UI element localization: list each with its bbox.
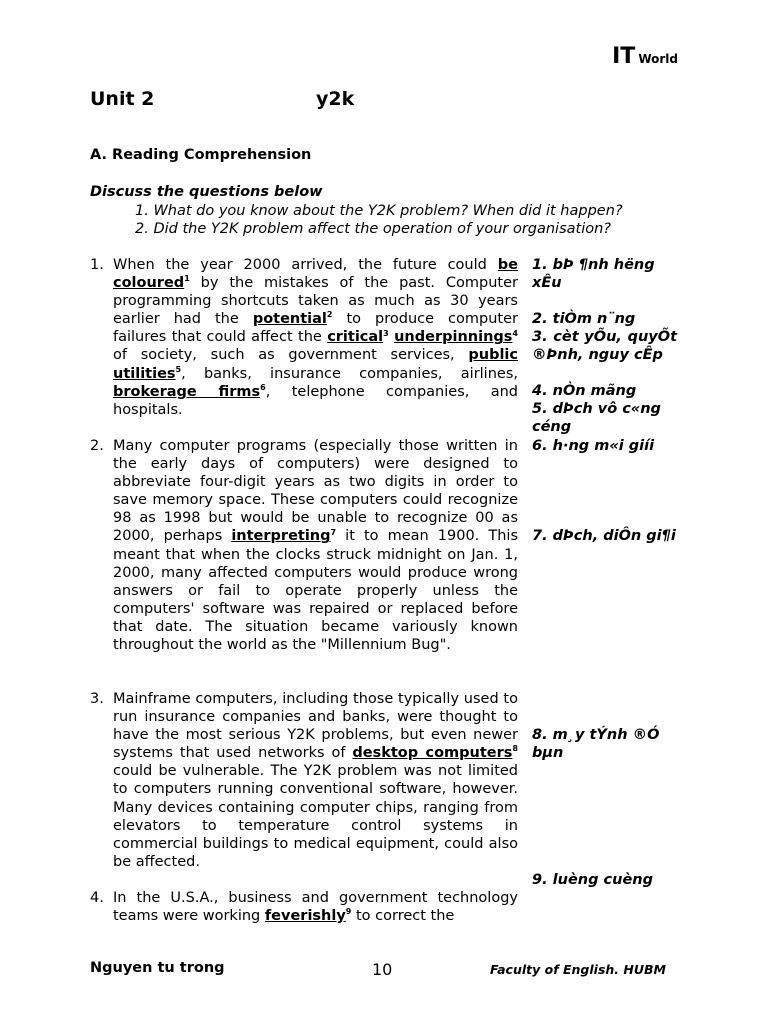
vocab-keyword: be coloured$^1$: [113, 257, 518, 292]
glossary-item-7: 7. dÞch, diÔn gi¶i: [532, 528, 676, 544]
paragraph-number: 4.: [90, 890, 104, 906]
discussion-block: [90, 183, 690, 239]
vocab-keyword: feverishly$^9$: [264, 907, 352, 925]
paragraph-text: Many computer programs (especially those written in the early days of computers) were designed to abbreviate four-digit years as two digits in order to save memory space. These computers could recognize 98 as 1998 but would be unable to recognize 00 as 2000, perhaps interpreting$^7$ it to mean 1900. This meant that when the clocks struck midnight on Jan. 1, 2000, many affected computers would produce wrong answers or fail to operate properly unless the computers' software was repaired or replaced before that date. The situation became variously known throughout the world as the "Millennium Bug".: [113, 438, 518, 654]
discussion-questions: [90, 202, 690, 239]
page-number: 10: [372, 960, 393, 979]
footer-author: Nguyen tu trong: [90, 960, 225, 976]
unit-topic: y2k: [316, 88, 355, 110]
section-title: A. Reading Comprehension: [90, 147, 312, 163]
paragraph-1: [90, 256, 518, 419]
vocab-keyword: public utilities$^5$: [113, 347, 518, 382]
glossary-item-2: 2. tiÒm n¨ng: [532, 311, 636, 327]
footer-faculty: Faculty of English. HUBM: [490, 962, 666, 977]
glossary-item-6: 6. h·ng m«i giíi: [532, 438, 655, 454]
paragraph-number: 1.: [90, 257, 104, 273]
vocab-keyword: potential$^2$: [252, 310, 333, 328]
brand-sub: World: [638, 52, 678, 66]
paragraph-4: [90, 889, 518, 925]
paragraph-number: 2.: [90, 438, 104, 454]
paragraph-text: In the U.S.A., business and government technology teams were working feverishly$^9$ to correct the: [113, 890, 518, 925]
paragraph-number: 3.: [90, 691, 104, 707]
glossary-item-1: 1. bÞ ¶nh hëng xÊu: [532, 257, 655, 292]
glossary-item-5: 5. dÞch vô c«ng céng: [532, 401, 661, 436]
paragraph-text: Mainframe computers, including those typically used to run insurance companies and banks, were thought to have the most serious Y2K problems, but even newer systems that used networks of desktop computers$^8$ could be vulnerable. The Y2K problem was not limited to computers running conventional software, however. Many devices containing computer chips, ranging from elevators to temperature control systems in commercial buildings to medical equipment, could also be affected.: [113, 691, 518, 870]
glossary-item-8: 8. m¸y tÝnh ®Ó bµn: [532, 727, 660, 762]
paragraph-2: [90, 437, 518, 654]
glossary-item-3: 3. cèt yÕu, quyÕt ®Þnh, nguy cÊp: [532, 329, 677, 364]
discussion-heading: Discuss the questions below: [90, 184, 323, 200]
paragraph-3: [90, 690, 518, 871]
paragraph-text: When the year 2000 arrived, the future could be coloured$^1$ by the mistakes of the past. Computer programming shortcuts taken as much as 30 years earlier had the potential$^2$ to produce computer failures that could affect the critical$^3$ underpinnings$^4$ of society, such as government services, public utilities$^5$, banks, insurance companies, airlines, brokerage firms$^6$, telephone companies, and hospitals.: [113, 257, 518, 418]
discussion-question: 2. Did the Y2K problem affect the operation of your organisation?: [135, 221, 612, 237]
vocab-keyword: desktop computers$^8$: [352, 744, 518, 762]
brand-main: IT: [612, 44, 636, 69]
discussion-question: 1. What do you know about the Y2K problem? When did it happen?: [135, 202, 623, 219]
vocab-keyword: brokerage firms$^6$: [113, 382, 266, 400]
vocab-keyword: interpreting$^7$: [231, 527, 337, 545]
glossary-item-4: 4. nÒn mãng: [532, 383, 637, 399]
unit-title: Unit 2: [90, 88, 155, 110]
glossary-item-9: 9. luèng cuèng: [532, 872, 653, 888]
vocab-keyword: underpinnings$^4$: [394, 328, 518, 346]
header-brand: [612, 44, 678, 69]
vocab-keyword: critical$^3$: [327, 328, 389, 346]
